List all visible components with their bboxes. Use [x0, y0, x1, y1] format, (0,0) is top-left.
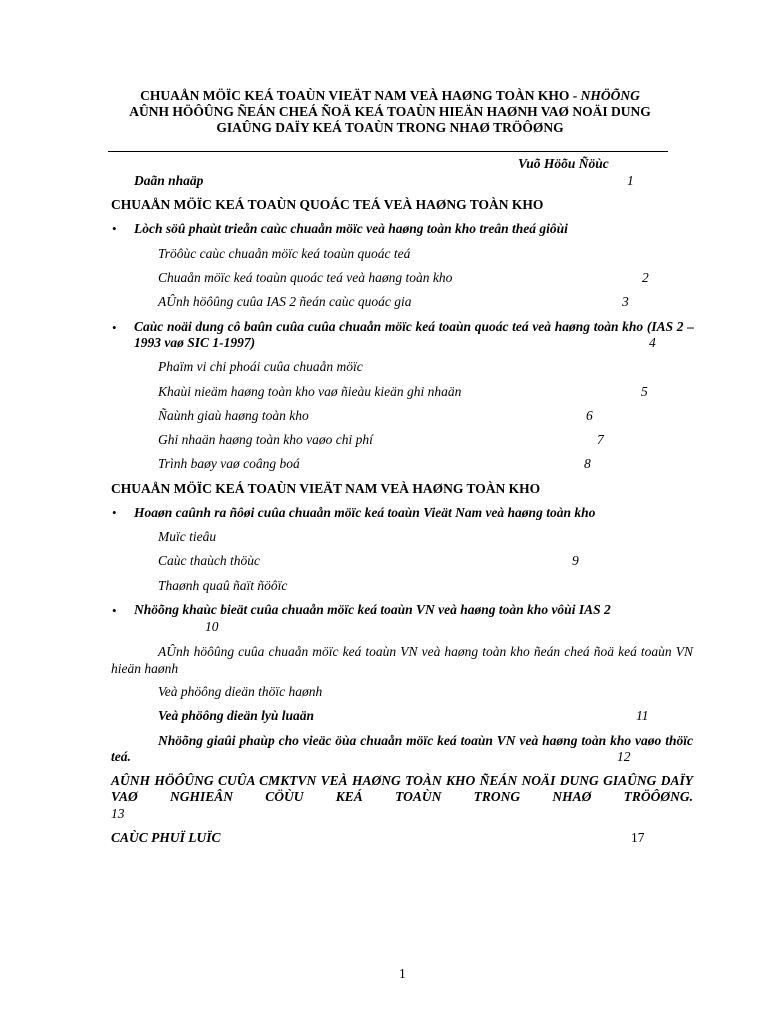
toc-page-num: 5 [641, 384, 648, 399]
toc-sub-entry: Thaønh quaû ñaït ñöôïc [158, 578, 288, 593]
bullet-icon: • [112, 505, 117, 520]
toc-sub-entry: Ghi nhaän haøng toàn kho vaøo chi phí [158, 432, 373, 447]
toc-sub-entry: Chuaån möïc keá toaùn quoác teá veà haøng toàn kho [158, 270, 453, 285]
bullet-icon: • [112, 221, 117, 236]
toc-page-num: 12 [617, 749, 631, 764]
toc-sub-entry-text: Nhöõng giaûi phaùp cho vieäc öùa chuaån möïc keá toaùn VN veà haøng toàn kho vaøo thöïc teá. [111, 733, 693, 764]
toc-page-num: 1 [627, 173, 634, 188]
toc-page-num: 10 [205, 619, 219, 634]
title-line1-italic: NHÖÕNG [580, 88, 640, 103]
page-number: 1 [399, 966, 406, 981]
toc-bullet-entry: Hoaøn caûnh ra ñôøi cuûa chuaån möïc keá toaùn Vieät Nam veà haøng toàn kho [134, 505, 596, 520]
toc-bullet-entry: Lòch söû phaùt trieån caùc chuaån möïc veà haøng toàn kho treân theá giôùi [134, 221, 568, 236]
toc-bullet-entry-wrapped [134, 319, 694, 351]
toc-page-num: 13 [111, 806, 125, 821]
toc-sub-entry-wrapped [111, 733, 693, 765]
toc-bullet-entry: Nhöõng khaùc bieät cuûa chuaån möïc keá toaùn VN veà haøng toàn kho vôùi IAS 2 [134, 602, 611, 617]
toc-section-heading: CAÙC PHUÏ LUÏC [111, 830, 221, 845]
toc-page-num: 4 [649, 335, 656, 350]
bullet-icon: • [112, 320, 117, 335]
toc-sub-entry-bold: Veà phöông dieän lyù luaän [158, 708, 315, 723]
title-line3: GIAÛNG DAÏY KEÁ TOAÙN TRONG NHAØ TRÖÔØNG [216, 120, 564, 135]
toc-page-num: 17 [631, 830, 645, 845]
toc-section-heading-wrapped: AÛNH HÖÔÛNG CUÛA CMKTVN VEÀ HAØNG TOÀN KHO ÑEÁN NOÄI DUNG GIAÛNG DAÏY VAØ NGHIEÂN CÖÙU KEÁ TOAÙN TRONG NHAØ TRÖÔØNG. [111, 773, 693, 804]
toc-entry-intro: Daãn nhaäp [134, 173, 204, 188]
toc-page-num: 7 [597, 432, 604, 447]
toc-page-num: 8 [584, 456, 591, 471]
toc-page-num: 2 [642, 270, 649, 285]
document-title [100, 88, 680, 104]
toc-sub-entry: Khaùi nieäm haøng toàn kho vaø ñieàu kieän ghi nhaän [158, 384, 462, 399]
toc-page-num: 9 [572, 553, 579, 568]
author-name: Vuõ Höõu Ñöùc [518, 156, 609, 171]
toc-sub-entry-wrapped: AÛnh höôûng cuûa chuaån möïc keá toaùn VN veà haøng toàn kho ñeán cheá ñoä keá toaùn VN hieän haønh [111, 644, 693, 676]
toc-sub-entry: Caùc thaùch thöùc [158, 553, 260, 568]
toc-bullet-entry-text: Caùc noäi dung cô baûn cuûa cuûa chuaån möïc keá toaùn quoác teá veà haøng toàn kho (IAS 2 – 1993 vaø SIC 1-1997) [134, 319, 694, 350]
toc-page-num: 3 [622, 294, 629, 309]
title-divider [108, 151, 668, 152]
toc-sub-entry: Veà phöông dieän thöïc haønh [158, 684, 323, 699]
toc-section-heading: CHUAÅN MÖÏC KEÁ TOAÙN QUOÁC TEÁ VEÀ HAØNG TOÀN KHO [111, 197, 544, 212]
bullet-icon: • [112, 603, 117, 618]
toc-page-num: 6 [586, 408, 593, 423]
toc-sub-entry: Tröôùc caùc chuaån möïc keá toaùn quoác teá [158, 246, 411, 261]
toc-sub-entry: Ñaùnh giaù haøng toàn kho [158, 408, 309, 423]
toc-sub-entry: Phaïm vi chi phoái cuûa chuaån möïc [158, 359, 363, 374]
toc-section-heading: CHUAÅN MÖÏC KEÁ TOAÙN VIEÄT NAM VEÀ HAØNG TOÀN KHO [111, 481, 541, 496]
toc-page-num: 11 [636, 708, 649, 723]
toc-sub-entry: Trình baøy vaø coâng boá [158, 456, 300, 471]
title-line2: AÛNH HÖÔÛNG ÑEÁN CHEÁ ÑOÄ KEÁ TOAÙN HIEÄN HAØNH VAØ NOÄI DUNG [129, 104, 651, 119]
title-line1: CHUAÅN MÖÏC KEÁ TOAÙN VIEÄT NAM VEÀ HAØNG TOÀN KHO - [140, 88, 581, 103]
toc-sub-entry: AÛnh höôûng cuûa IAS 2 ñeán caùc quoác gia [158, 294, 412, 309]
toc-sub-entry: Muïc tieâu [158, 529, 217, 544]
